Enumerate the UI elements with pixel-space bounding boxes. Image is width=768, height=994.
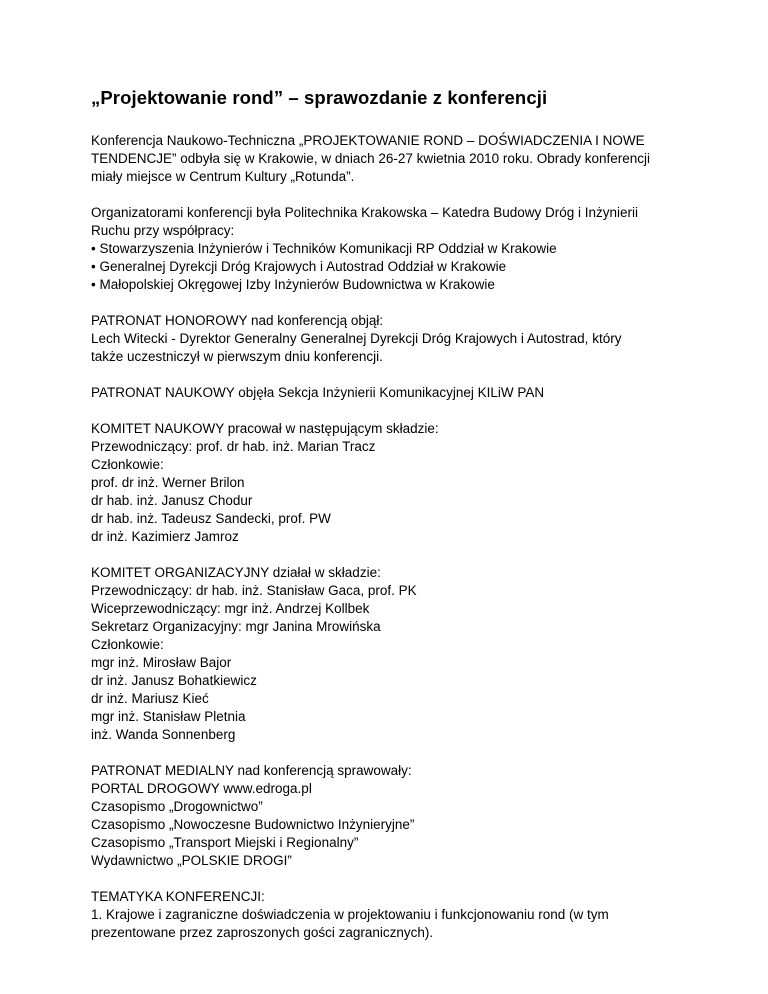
- scientific-committee-paragraph: [91, 420, 708, 546]
- intro-line: Konferencja Naukowo-Techniczna „PROJEKTOWANIE ROND – DOŚWIADCZENIA I NOWE: [91, 133, 645, 148]
- organizing-committee-line: Sekretarz Organizacyjny: mgr Janina Mrowińska: [91, 619, 381, 634]
- organizers-line: Ruchu przy współpracy:: [91, 223, 235, 238]
- organizing-committee-member: mgr inż. Stanisław Pletnia: [91, 709, 246, 724]
- organizing-committee-paragraph: [91, 564, 708, 744]
- scientific-committee-member: dr hab. inż. Tadeusz Sandecki, prof. PW: [91, 511, 331, 526]
- scientific-patronage-line: PATRONAT NAUKOWY objęła Sekcja Inżynierii Komunikacyjnej KILiW PAN: [91, 385, 545, 400]
- honorary-patronage-paragraph: [91, 312, 708, 366]
- honorary-line: Lech Witecki - Dyrektor Generalny Generalnej Dyrekcji Dróg Krajowych i Autostrad, który: [91, 331, 622, 346]
- scientific-committee-member: dr hab. inż. Janusz Chodur: [91, 493, 253, 508]
- scientific-committee-line: Przewodniczący: prof. dr hab. inż. Marian Tracz: [91, 439, 376, 454]
- organizers-list-item: • Stowarzyszenia Inżynierów i Techników Komunikacji RP Oddział w Krakowie: [91, 241, 557, 256]
- intro-line: TENDENCJE” odbyła się w Krakowie, w dniach 26-27 kwietnia 2010 roku. Obrady konferencji: [91, 151, 651, 166]
- organizing-committee-line: Członkowie:: [91, 637, 164, 652]
- organizers-list-item: • Generalnej Dyrekcji Dróg Krajowych i Autostrad Oddział w Krakowie: [91, 259, 507, 274]
- organizers-line: Organizatorami konferencji była Politechnika Krakowska – Katedra Budowy Dróg i Inżynierii: [91, 205, 639, 220]
- media-patron-item: Czasopismo „Drogownictwo”: [91, 799, 263, 814]
- intro-line: miały miejsce w Centrum Kultury „Rotunda”.: [91, 169, 355, 184]
- organizing-committee-member: dr inż. Janusz Bohatkiewicz: [91, 673, 257, 688]
- media-patronage-line: PATRONAT MEDIALNY nad konferencją sprawowały:: [91, 763, 412, 778]
- scientific-committee-member: dr inż. Kazimierz Jamroz: [91, 529, 239, 544]
- scientific-committee-line: KOMITET NAUKOWY pracował w następującym składzie:: [91, 421, 439, 436]
- topic-item: 1. Krajowe i zagraniczne doświadczenia w projektowaniu i funkcjonowaniu rond (w tym: [91, 907, 609, 922]
- media-patron-item: Czasopismo „Transport Miejski i Regionalny”: [91, 835, 359, 850]
- organizing-committee-member: inż. Wanda Sonnenberg: [91, 727, 236, 742]
- media-patron-item: Czasopismo „Nowoczesne Budownictwo Inżynieryjne”: [91, 817, 415, 832]
- page-title: „Projektowanie rond” – sprawozdanie z konferencji: [91, 87, 548, 108]
- topics-paragraph: [91, 888, 708, 942]
- topic-item: prezentowane przez zaproszonych gości zagranicznych).: [91, 925, 434, 940]
- organizing-committee-line: Wiceprzewodniczący: mgr inż. Andrzej Kollbek: [91, 601, 370, 616]
- media-patron-item: Wydawnictwo „POLSKIE DROGI”: [91, 853, 292, 868]
- honorary-line: także uczestniczył w pierwszym dniu konferencji.: [91, 349, 383, 364]
- honorary-line: PATRONAT HONOROWY nad konferencją objął:: [91, 313, 384, 328]
- scientific-committee-line: Członkowie:: [91, 457, 164, 472]
- organizing-committee-line: KOMITET ORGANIZACYJNY działał w składzie:: [91, 565, 381, 580]
- media-patronage-paragraph: [91, 762, 708, 870]
- organizers-list-item: • Małopolskiej Okręgowej Izby Inżynierów Budownictwa w Krakowie: [91, 277, 495, 292]
- organizing-committee-member: dr inż. Mariusz Kieć: [91, 691, 209, 706]
- intro-paragraph: [91, 132, 708, 186]
- organizers-paragraph: [91, 204, 708, 294]
- media-patron-item: PORTAL DROGOWY www.edroga.pl: [91, 781, 312, 796]
- topics-heading: TEMATYKA KONFERENCJI:: [91, 889, 265, 904]
- organizing-committee-line: Przewodniczący: dr hab. inż. Stanisław Gaca, prof. PK: [91, 583, 417, 598]
- scientific-patronage-paragraph: [91, 384, 708, 402]
- organizing-committee-member: mgr inż. Mirosław Bajor: [91, 655, 232, 670]
- scientific-committee-member: prof. dr inż. Werner Brilon: [91, 475, 245, 490]
